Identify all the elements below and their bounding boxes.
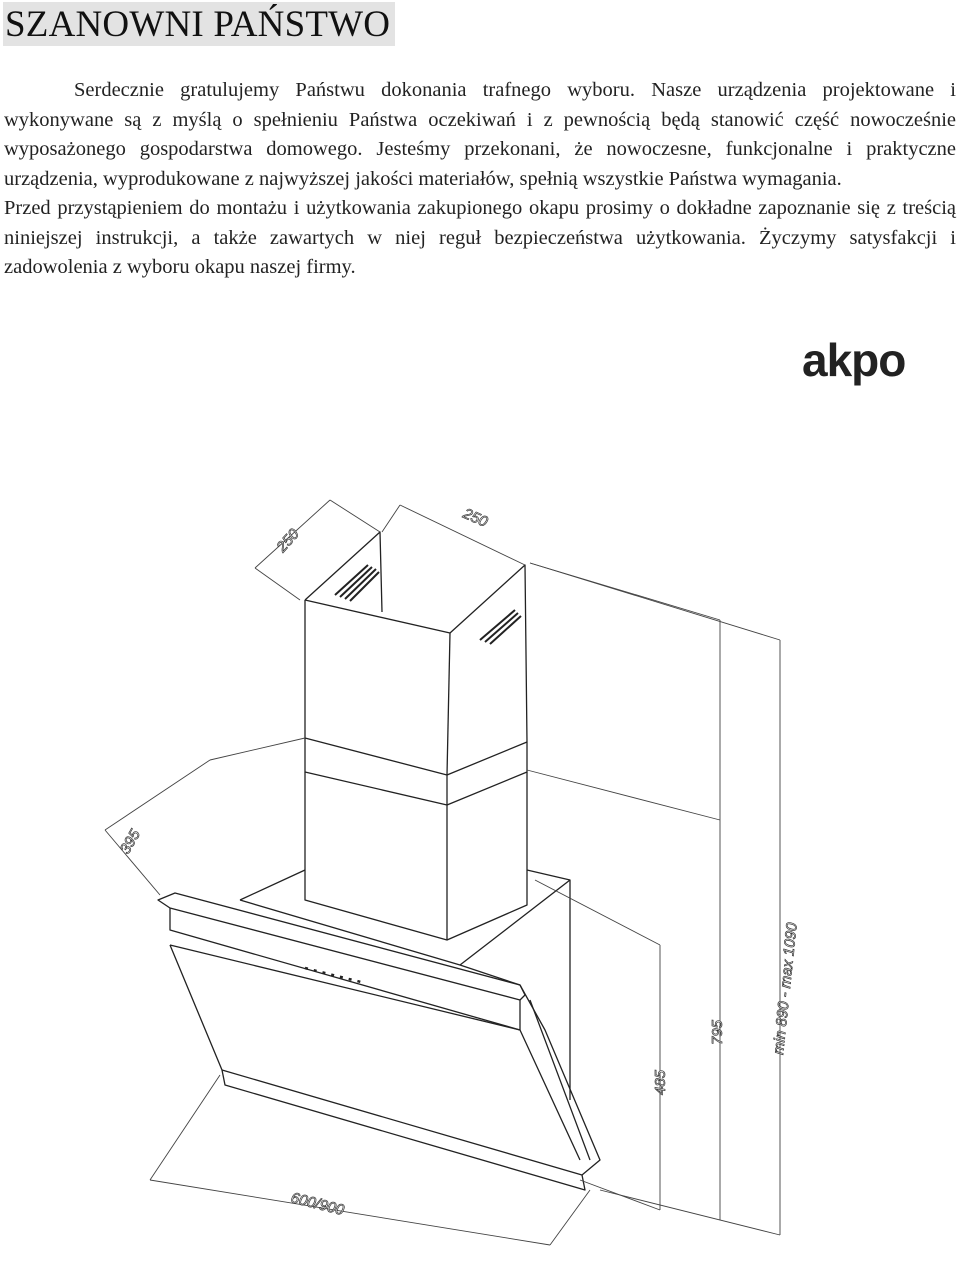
dim-panel-height: 485 — [652, 1069, 669, 1095]
paragraph-greeting: Serdecznie gratulujemy Państwu dokonania trafnego wyboru. Nasze urządzenia projektowane i wykonywane są z myślą o spełnieniu Państwa oczekiwań i z pewnością będą stanowić część nowocześnie wyposażonego gospodarstwa domowego. Jesteśmy przekonani, że nowoczesne, funkcjonalne i praktyczne urządzenia, wyprodukowane z najwyższej jakości materiałów, spełnią wszystkie Państwa wymagania. — [4, 79, 956, 190]
page-title: SZANOWNI PAŃSTWO — [3, 2, 395, 46]
dim-chimney-width: 250 — [460, 505, 491, 531]
dim-hood-depth: 395 — [116, 826, 144, 857]
paragraph-instructions: Przed przystąpieniem do montażu i użytkowania zakupionego okapu prosimy o dokładne zapoznanie się z treścią niniejszej instrukcji, a także zawartych w niej reguł bezpieczeństwa użytkowania. Życzymy satysfakcji i zadowolenia z wyboru okapu naszej firmy. — [4, 197, 956, 278]
akpo-logo — [802, 334, 952, 388]
dim-chimney-depth: 250 — [273, 525, 303, 556]
dim-total-height: 795 — [709, 1019, 726, 1045]
hood-technical-drawing — [116, 505, 960, 1245]
dim-width: 600/900 — [289, 1189, 346, 1220]
logo-text: akpo — [802, 334, 906, 386]
intro-text — [4, 76, 956, 283]
dim-height-range: min 890 - max 1090 — [770, 921, 801, 1056]
